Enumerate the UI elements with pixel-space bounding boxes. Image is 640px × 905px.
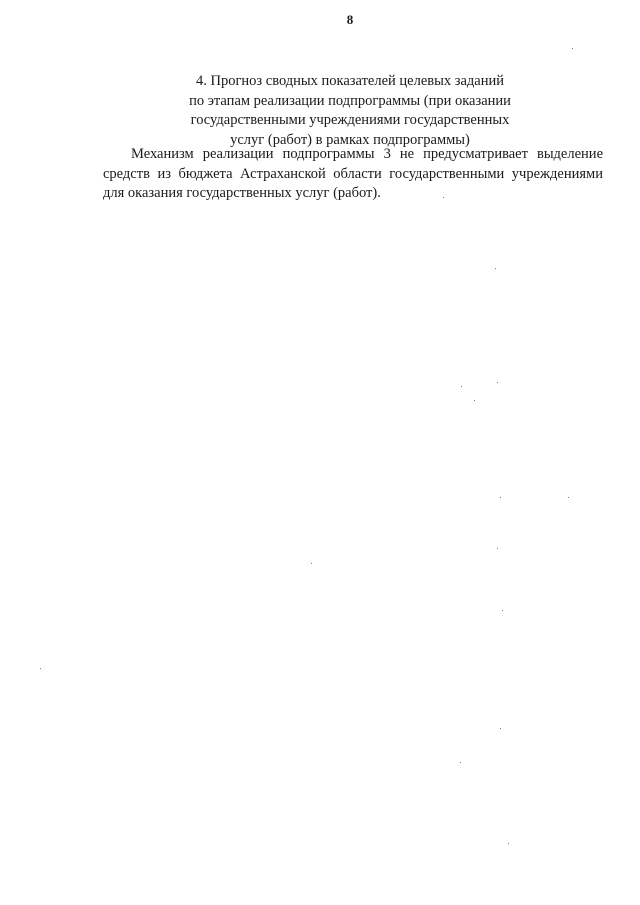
paragraph-line: для оказания государственных услуг (работ).	[103, 185, 381, 201]
scan-speck	[497, 382, 498, 383]
scan-speck	[40, 668, 41, 669]
scan-speck	[508, 843, 509, 844]
paragraph-line: Механизм реализации подпрограммы 3 не предусматривает выделение	[131, 146, 603, 162]
heading-line: 4. Прогноз сводных показателей целевых заданий	[195, 73, 505, 89]
heading-line: по этапам реализации подпрограммы (при оказании	[189, 92, 511, 109]
scan-speck	[497, 548, 498, 549]
scan-speck	[500, 497, 501, 498]
scan-speck	[460, 762, 461, 763]
scan-speck	[443, 197, 444, 198]
page-number: 8	[346, 12, 354, 27]
heading-line: услуг (работ) в рамках подпрограммы)	[230, 131, 470, 148]
scan-speck	[495, 268, 496, 269]
scan-speck	[568, 497, 569, 498]
scan-speck	[474, 400, 475, 401]
body-paragraph	[103, 145, 603, 204]
paragraph-line: средств из бюджета Астраханской области государственными учреждениями	[103, 165, 603, 182]
scan-speck	[502, 610, 503, 611]
heading-line: государственными учреждениями государственных	[190, 112, 510, 128]
scan-speck	[500, 728, 501, 729]
scan-speck	[461, 386, 462, 387]
section-heading	[140, 72, 560, 150]
scan-speck	[572, 48, 573, 49]
scan-speck	[311, 563, 312, 564]
